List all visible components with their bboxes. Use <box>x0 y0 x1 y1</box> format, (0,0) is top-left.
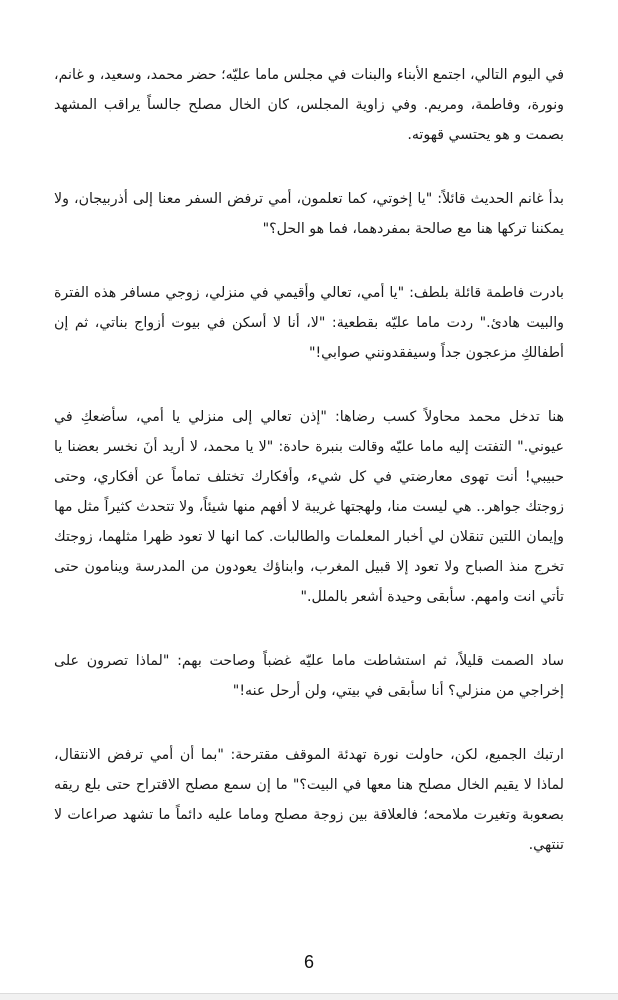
paragraph-4: هنا تدخل محمد محاولاً كسب رضاها: "إذن تعالي إلى منزلي يا أمي، سأضعكِ في عيوني." التفتت إليه ماما عليّه وقالت بنبرة حادة: "لا يا محمد، لا أريد أنَ نخسر بعضنا يا حبيبي! أنت تهوى معارضتي في كل شيء، وأفكارك تختلف تماماً عن أفكاري، وحتى زوجتك جواهر.. هي ليست منا، ولهجتها غريبة لا أفهم منها شيئاً، ولا تتحدث كثيراً مثل مها وإيمان اللتين تنقلان لي أخبار المعلمات والطالبات. كما انها لا تعود ظهرا مثلهما، زوجتك تخرج منذ الصباح ولا تعود إلا قبيل المغرب، وابناؤك يعودون من المدرسة وينامون حتى تأتي انت وامهم. سأبقى وحيدة أشعر بالملل." <box>54 409 564 605</box>
paragraph-2: بدأ غانم الحديث قائلاً: "يا إخوتي، كما تعلمون، أمي ترفض السفر معنا إلى أذربيجان، ولا يمكننا تركها هنا مع صالحة بمفردهما، فما هو الحل؟" <box>54 191 564 237</box>
page-bottom-edge <box>0 993 618 1000</box>
paragraph-3: بادرت فاطمة قائلة بلطف: "يا أمي، تعالي وأقيمي في منزلي، زوجي مسافر هذه الفترة والبيت هادئ." ردت ماما عليّه بقطعية: "لا، أنا لا أسكن في بيوت أزواج بناتي، ثم إن أطفالكِ مزعجون جداً وسيفقدونني صوابي!" <box>54 285 564 361</box>
paragraph-6: ارتبك الجميع، لكن، حاولت نورة تهدئة الموقف مقترحة: "بما أن أمي ترفض الانتقال، لماذا لا يقيم الخال مصلح هنا معها في البيت؟" ما إن سمع مصلح الاقتراح حتى بلع ريقه بصعوبة وتغيرت ملامحه؛ فالعلاقة بين زوجة مصلح وماما عليه دائماً ما تشهد صراعات لا تنتهي. <box>54 747 564 853</box>
paragraph-1: في اليوم التالي، اجتمع الأبناء والبنات في مجلس ماما عليّه؛ حضر محمد، وسعيد، و غانم، ونورة، وفاطمة، ومريم. وفي زاوية المجلس، كان الخال مصلح جالساً يراقب المشهد بصمت و هو يحتسي قهوته. <box>54 67 564 143</box>
paragraph-5: ساد الصمت قليلاً، ثم استشاطت ماما عليّه غضباً وصاحت بهم: "لماذا تصرون على إخراجي من منزلي؟ أنا سأبقى في بيتي، ولن أرحل عنه!" <box>54 653 564 699</box>
page-number: 6 <box>303 952 314 972</box>
page-body-text <box>54 60 564 894</box>
